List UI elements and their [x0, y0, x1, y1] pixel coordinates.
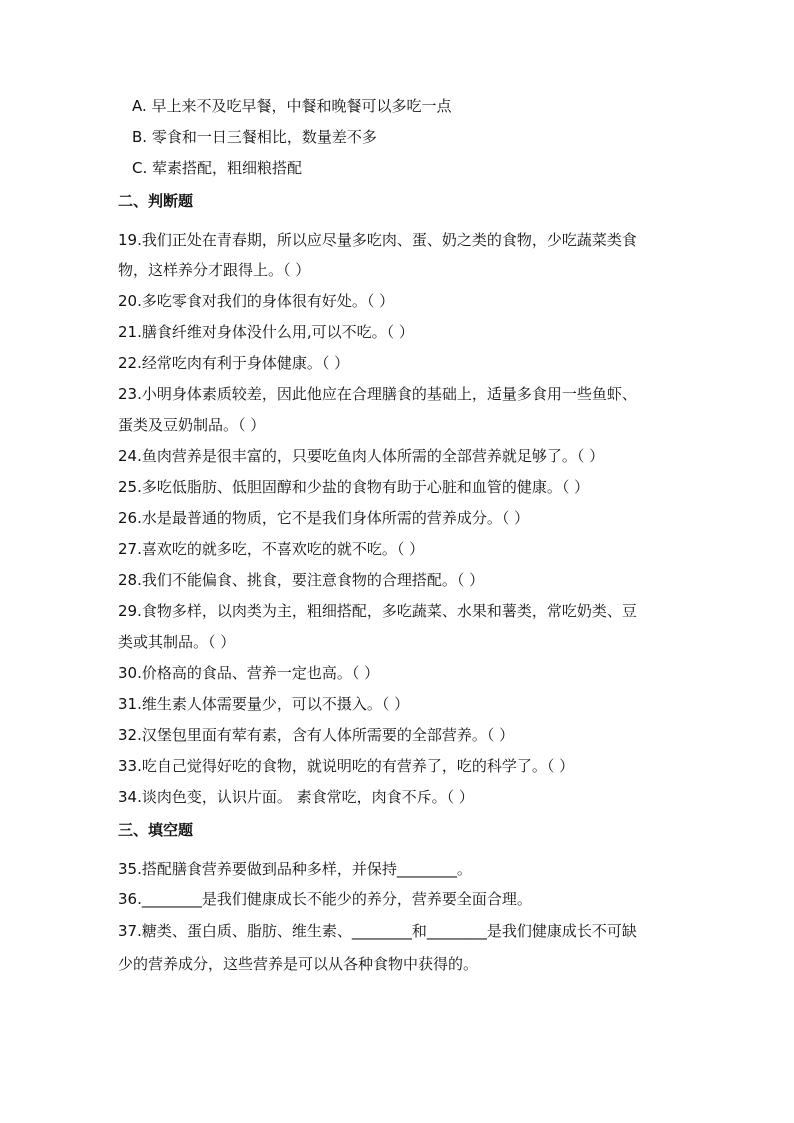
question-20: 20.多吃零食对我们的身体很有好处。（ ）	[118, 292, 395, 310]
question-25: 25.多吃低脂肪、低胆固醇和少盐的食物有助于心脏和血管的健康。（ ）	[118, 478, 590, 496]
question-37-line-2: 少的营养成分，这些营养是可以从各种食物中获得的。	[118, 955, 479, 973]
question-34: 34.谈肉色变，认识片面。 素食常吃，肉食不斥。（ ）	[118, 788, 474, 806]
question-35: 35.搭配膳食营养要做到品种多样，并保持________。	[118, 860, 472, 878]
question-19-line-1: 19.我们正处在青春期，所以应尽量多吃肉、蛋、奶之类的食物，少吃蔬菜类食	[118, 231, 637, 249]
question-28: 28.我们不能偏食、挑食，要注意食物的合理搭配。（ ）	[118, 571, 485, 589]
question-19-line-2: 物，这样养分才跟得上。（ ）	[118, 261, 311, 279]
option-c: C. 荤素搭配，粗细粮搭配	[132, 159, 303, 177]
question-33: 33.吃自己觉得好吃的食物，就说明吃的有营养了，吃的科学了。（ ）	[118, 757, 575, 775]
question-37-line-1: 37.糖类、蛋白质、脂肪、维生素、________和________是我们健康成长不可缺	[118, 922, 637, 940]
question-23-line-2: 蛋类及豆奶制品。（ ）	[118, 416, 266, 434]
question-30: 30.价格高的食品、营养一定也高。（ ）	[118, 664, 380, 682]
question-26: 26.水是最普通的物质，它不是我们身体所需的营养成分。（ ）	[118, 509, 530, 527]
question-36: 36.________是我们健康成长不能少的养分，营养要全面合理。	[118, 890, 532, 908]
section-heading-fill-in: 三、填空题	[118, 821, 194, 839]
section-heading-judgement: 二、判断题	[118, 192, 194, 210]
question-27: 27.喜欢吃的就多吃，不喜欢吃的就不吃。（ ）	[118, 540, 425, 558]
question-23-line-1: 23.小明身体素质较差，因此他应在合理膳食的基础上，适量多食用一些鱼虾、	[118, 385, 637, 403]
question-24: 24.鱼肉营养是很丰富的，只要吃鱼肉人体所需的全部营养就足够了。（ ）	[118, 447, 605, 465]
option-b: B. 零食和一日三餐相比，数量差不多	[132, 128, 377, 146]
option-a: A. 早上来不及吃早餐，中餐和晚餐可以多吃一点	[132, 97, 452, 115]
question-29-line-1: 29.食物多样，以肉类为主，粗细搭配，多吃蔬菜、水果和薯类，常吃奶类、豆	[118, 602, 637, 620]
question-21: 21.膳食纤维对身体没什么用,可以不吃。（ ）	[118, 323, 414, 341]
question-32: 32.汉堡包里面有荤有素，含有人体所需要的全部营养。（ ）	[118, 726, 515, 744]
question-31: 31.维生素人体需要量少，可以不摄入。（ ）	[118, 695, 410, 713]
question-22: 22.经常吃肉有利于身体健康。（ ）	[118, 354, 350, 372]
question-29-line-2: 类或其制品。（ ）	[118, 633, 236, 651]
